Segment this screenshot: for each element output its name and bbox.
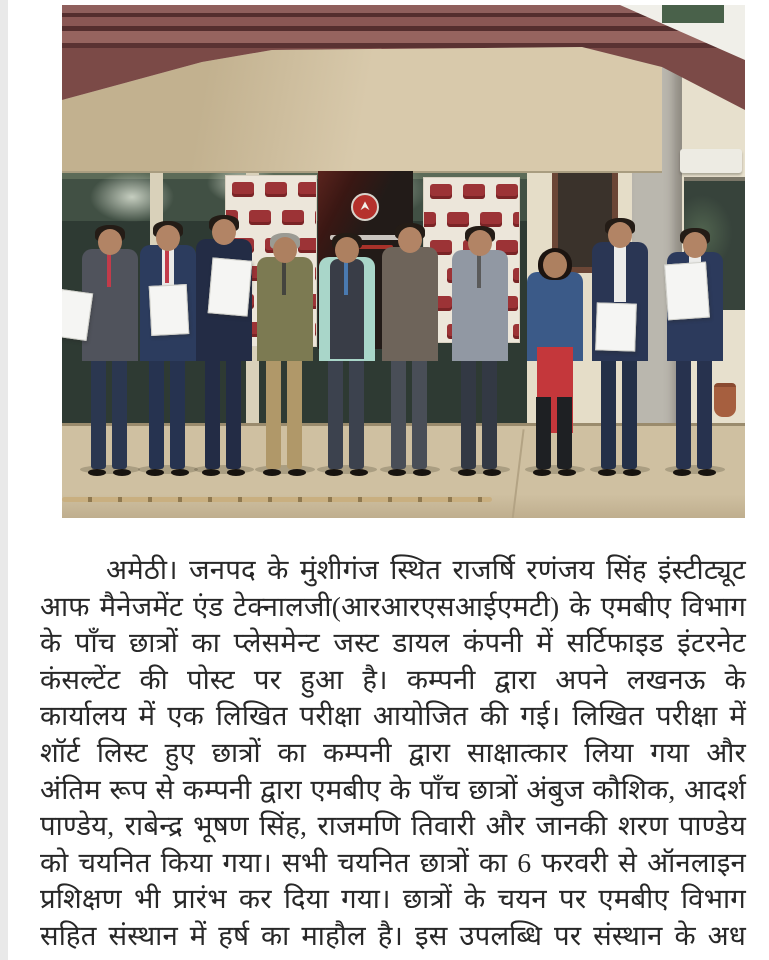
person-faculty-dark-vest — [315, 235, 379, 477]
page-left-strip — [0, 0, 8, 960]
offer-letter-paper — [208, 257, 253, 316]
person-face — [98, 229, 122, 255]
person-shoe — [325, 469, 343, 476]
person-shoe — [698, 469, 716, 476]
person-leg — [697, 361, 712, 469]
person-face — [608, 222, 632, 248]
person-lanyard — [165, 247, 169, 283]
person-shoe — [88, 469, 106, 476]
person-shoe — [171, 469, 189, 476]
person-leg — [328, 361, 343, 469]
person-face — [468, 230, 492, 256]
offer-letter-paper — [595, 302, 637, 351]
person-shoe — [288, 469, 306, 476]
offer-letter-paper — [149, 284, 190, 336]
article-line: अमेठी। जनपद के मुंशीगंज स्थित राजर्षि रणंजय सिंह इंस्टीट्यूट — [106, 554, 746, 585]
upper-green-window — [662, 5, 724, 23]
person-shoe — [413, 469, 431, 476]
person-leg — [349, 361, 364, 469]
article-line: कार्यालय में एक लिखित परीक्षा आयोजित की गई। लिखित परीक्षा में — [40, 700, 746, 732]
person-shirt — [614, 246, 626, 302]
person-shoe — [388, 469, 406, 476]
bamboo-stick — [62, 497, 492, 502]
person-face — [398, 227, 422, 253]
person-faculty-brown-jacket — [378, 225, 442, 477]
article-line: को चयनित किया गया। सभी चयनित छात्रों का 6 फरवरी से ऑनलाइन — [40, 846, 746, 878]
banner-logo-block — [496, 184, 518, 199]
banner-logo-block — [463, 184, 485, 199]
person-leg — [391, 361, 406, 469]
banner-logo-block — [447, 212, 469, 227]
person-leg — [205, 361, 220, 469]
person-leg — [266, 361, 281, 469]
person-faculty-woman-red-kurta — [523, 250, 587, 477]
person-shoe — [263, 469, 281, 476]
article-line: अंतिम रूप से कम्पनी द्वारा एमबीए के पाँच छात्रों अंबुज कौशिक, आदर्श — [40, 773, 746, 805]
person-leg — [112, 361, 127, 469]
article-line: शॉर्ट लिस्ट हुए छात्रों का कम्पनी द्वारा साक्षात्कार लिया गया और — [40, 736, 746, 768]
banner-logo-block — [513, 268, 520, 283]
article-line: सहित संस्थान में हर्ष का माहौल है। इस उपलब्धि पर संस्थान के अध — [40, 919, 746, 951]
person-faculty-gray-hoodie — [448, 228, 512, 477]
person-shoe — [598, 469, 616, 476]
person-face — [335, 237, 359, 263]
person-shoe — [202, 469, 220, 476]
article-line: कंसल्टेंट की पोस्ट पर हुआ है। कम्पनी द्वारा अपने लखनऊ के — [40, 663, 746, 695]
person-leg — [149, 361, 164, 469]
person-shoe — [227, 469, 245, 476]
person-leg — [91, 361, 106, 469]
person-shoe — [350, 469, 368, 476]
person-leg — [536, 397, 551, 469]
ac-unit — [680, 149, 742, 173]
article-line: पाण्डेय, राबेन्द्र भूषण सिंह, राजमणि तिवारी और जानकी शरण पाण्डेय — [40, 810, 746, 842]
banner-logo-block — [298, 182, 317, 197]
banner-logo-block — [315, 210, 317, 225]
person-shoe — [533, 469, 551, 476]
news-article — [40, 552, 746, 955]
person-shoe — [113, 469, 131, 476]
person-shoe — [146, 469, 164, 476]
person-leg — [461, 361, 476, 469]
person-shoe — [458, 469, 476, 476]
article-line: आफ मैनेजमेंट एंड टेक्नालजी(आरआरएसआईएमटी) के एमबीए विभाग — [40, 590, 746, 622]
article-line: के पाँच छात्रों का प्लेसमेन्ट जस्ट डायल कंपनी में सर्टिफाइड इंटरनेट — [40, 627, 746, 659]
banner-logo-block — [282, 210, 304, 225]
person-shoe — [483, 469, 501, 476]
person-shoe — [673, 469, 691, 476]
person-faculty-olive-sweater — [253, 235, 317, 477]
banner-logo-block — [513, 212, 520, 227]
person-leg — [557, 397, 572, 469]
person-leg — [412, 361, 427, 469]
company-logo-icon — [351, 193, 379, 221]
person-torso — [382, 247, 438, 361]
banner-logo-block — [513, 324, 520, 339]
person-leg — [601, 361, 616, 469]
article-line: प्रशिक्षण भी प्रारंभ कर दिया गया। छात्रों के चयन पर एमबीए विभाग — [40, 883, 746, 915]
person-lanyard — [282, 259, 286, 295]
person-face — [212, 219, 236, 245]
person-student-dark-suit — [192, 217, 256, 477]
person-leg — [622, 361, 637, 469]
person-leg — [226, 361, 241, 469]
person-face — [543, 252, 567, 278]
person-face — [156, 225, 180, 251]
person-shoe — [558, 469, 576, 476]
offer-letter-paper — [664, 262, 710, 321]
person-face — [683, 232, 707, 258]
banner-logo-block — [480, 212, 502, 227]
person-lanyard — [477, 252, 481, 288]
person-face — [273, 237, 297, 263]
person-student-gray-sweater — [78, 227, 142, 477]
banner-logo-block — [430, 184, 452, 199]
banner-logo-block — [265, 182, 287, 197]
news-photo — [62, 5, 745, 518]
person-student-navy-blazer — [136, 223, 200, 477]
banner-logo-block — [232, 182, 254, 197]
person-lanyard — [107, 251, 111, 287]
person-shoe — [623, 469, 641, 476]
person-leg — [482, 361, 497, 469]
person-leg — [676, 361, 691, 469]
person-lanyard — [344, 259, 348, 295]
person-leg — [287, 361, 302, 469]
person-leg — [170, 361, 185, 469]
